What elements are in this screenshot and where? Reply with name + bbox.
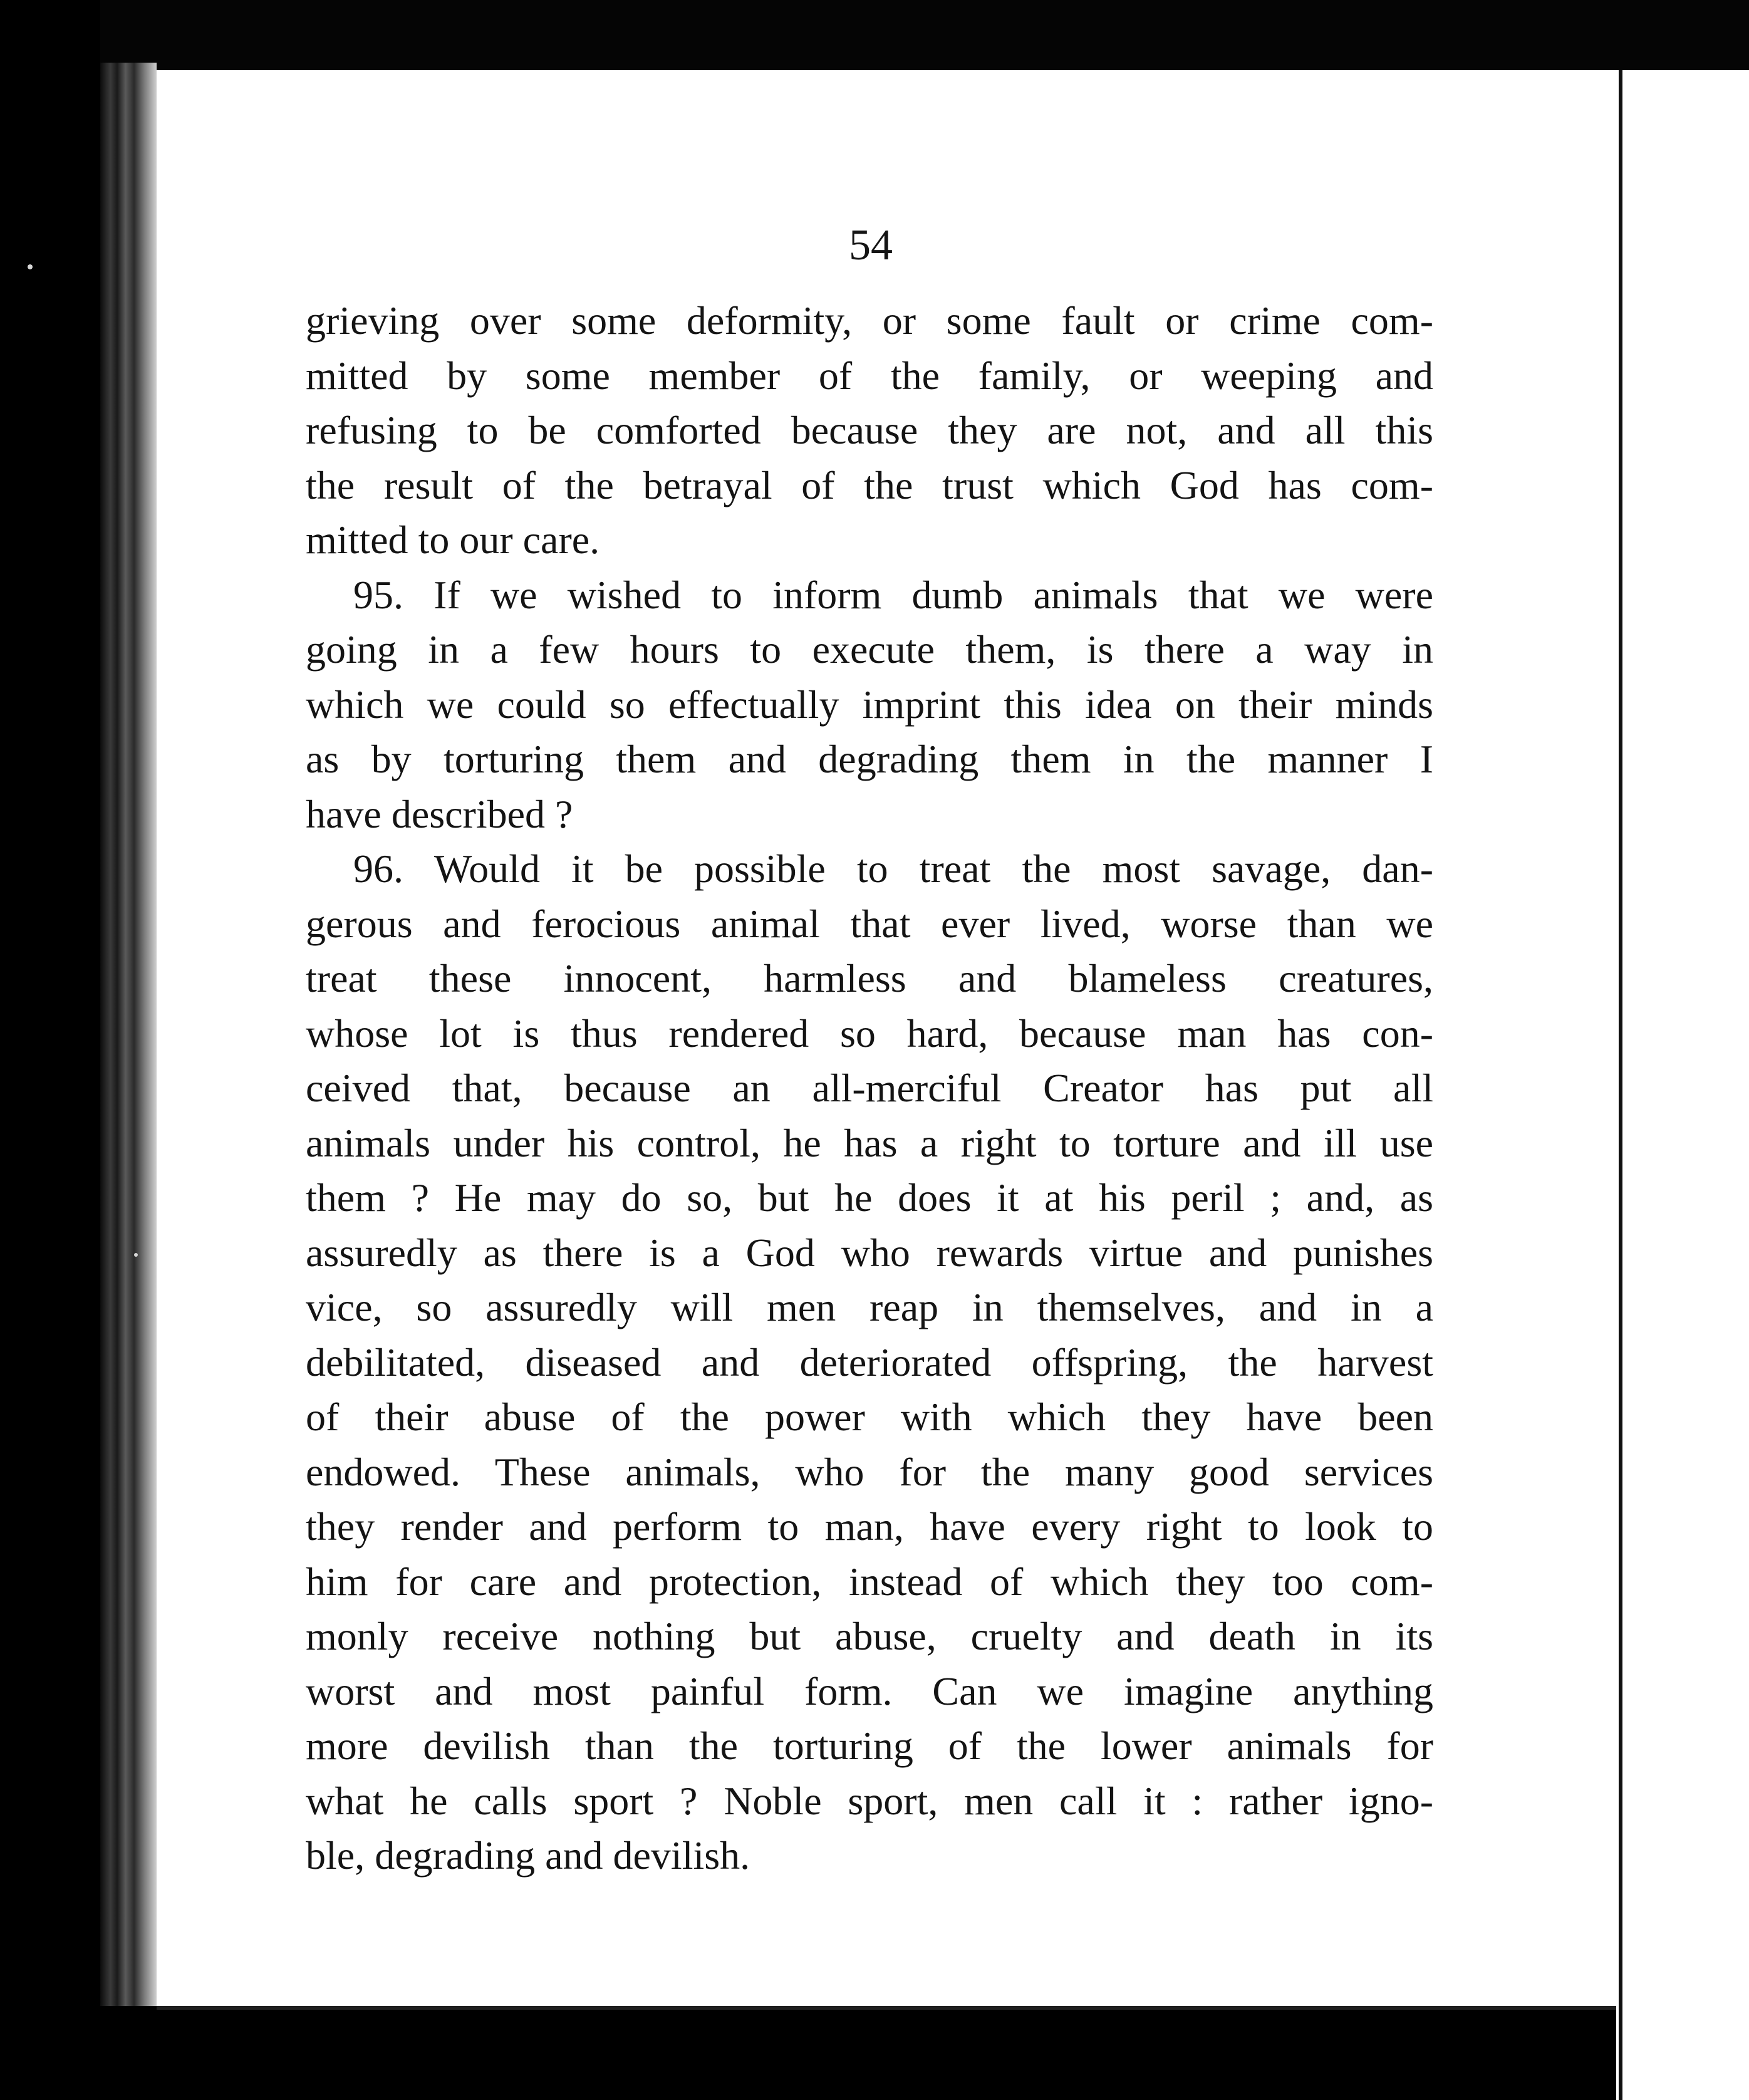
text-line: what he calls sport ? Noble sport, men call it : rather igno- xyxy=(306,1778,1433,1823)
book-binding-edge xyxy=(100,63,157,2024)
text-line: worst and most painful form. Can we imagine anything xyxy=(306,1668,1433,1713)
text-line: monly receive nothing but abuse, cruelty and death in its xyxy=(306,1614,1433,1658)
text-line: debilitated, diseased and deteriorated offspring, the harvest xyxy=(306,1339,1433,1385)
text-line: grieving over some deformity, or some fault or crime com- xyxy=(306,298,1433,343)
text-line: him for care and protection, instead of which they too com- xyxy=(306,1559,1433,1604)
text-line: refusing to be comforted because they are not, and all this xyxy=(306,408,1433,452)
text-line: which we could so effectually imprint this idea on their minds xyxy=(306,682,1433,727)
scan-speck xyxy=(28,264,33,269)
text-line: assuredly as there is a God who rewards virtue and punishes xyxy=(306,1230,1433,1275)
text-line: mitted to our care. xyxy=(306,517,600,562)
text-line: have described ? xyxy=(306,791,573,836)
text-line: whose lot is thus rendered so hard, because man has con- xyxy=(306,1011,1433,1056)
scan-right-margin xyxy=(1616,70,1749,2100)
paragraph-96-start: 96. Would it be possible to treat the most savage, dan- xyxy=(353,846,1433,891)
text-line: the result of the betrayal of the trust which God has com- xyxy=(306,462,1433,507)
scan-bottom-border xyxy=(0,2006,1616,2100)
text-line: endowed. These animals, who for the many good services xyxy=(306,1449,1433,1494)
text-line: mitted by some member of the family, or weeping and xyxy=(306,353,1433,398)
scan-left-border xyxy=(0,0,100,2100)
body-text xyxy=(306,293,1433,1883)
text-line: they render and perform to man, have every right to look to xyxy=(306,1504,1433,1549)
text-line: ble, degrading and devilish. xyxy=(306,1833,750,1878)
scan-top-border xyxy=(0,0,1749,70)
scan-speck xyxy=(134,1253,138,1257)
page-bottom-edge xyxy=(157,2006,1616,2010)
text-line: vice, so assuredly will men reap in themselves, and in a xyxy=(306,1285,1433,1329)
page-number: 54 xyxy=(849,221,893,269)
text-line: ceived that, because an all-merciful Creator has put all xyxy=(306,1066,1433,1110)
text-line: gerous and ferocious animal that ever lived, worse than we xyxy=(306,901,1433,946)
text-line: of their abuse of the power with which they have been xyxy=(306,1395,1433,1439)
text-line: animals under his control, he has a right to torture and ill use xyxy=(306,1120,1433,1165)
text-line: as by torturing them and degrading them in the manner I xyxy=(306,737,1433,781)
text-line: more devilish than the torturing of the lower animals for xyxy=(306,1723,1433,1768)
text-line: them ? He may do so, but he does it at his peril ; and, as xyxy=(306,1175,1433,1220)
page-right-edge xyxy=(1619,70,1622,2100)
text-line: going in a few hours to execute them, is there a way in xyxy=(306,627,1433,672)
text-line: treat these innocent, harmless and blameless creatures, xyxy=(306,956,1433,1001)
paragraph-95-start: 95. If we wished to inform dumb animals that we were xyxy=(353,572,1433,617)
